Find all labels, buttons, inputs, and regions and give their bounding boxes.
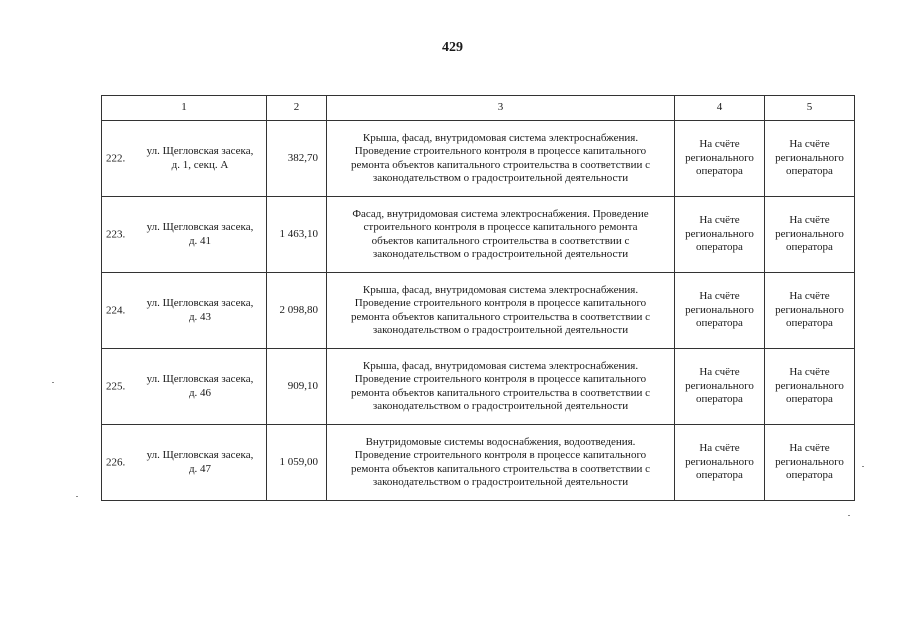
works-description: Крыша, фасад, внутридомовая система электроснабжения. Проведение строительного контроля в процессе капитального ремонта объектов капитального строительства в соответствии с законодательством о градостроительной деятельности xyxy=(327,349,675,425)
scan-speck xyxy=(52,382,54,383)
address-cell xyxy=(102,197,267,273)
area-value: 909,10 xyxy=(267,349,327,425)
row-number: 222. xyxy=(106,151,126,164)
address-cell xyxy=(102,349,267,425)
table-row xyxy=(102,349,855,425)
fund-account-col4: На счёте регионального оператора xyxy=(675,425,765,501)
table-row xyxy=(102,273,855,349)
fund-account-col4: На счёте регионального оператора xyxy=(675,197,765,273)
address-cell xyxy=(102,121,267,197)
address-cell xyxy=(102,425,267,501)
row-number: 223. xyxy=(106,227,126,240)
works-description: Крыша, фасад, внутридомовая система электроснабжения. Проведение строительного контроля в процессе капитального ремонта объектов капитального строительства в соответствии с законодательством о градостроительной деятельности xyxy=(327,121,675,197)
fund-account-col4: На счёте регионального оператора xyxy=(675,121,765,197)
table-row xyxy=(102,197,855,273)
fund-account-col4: На счёте регионального оператора xyxy=(675,273,765,349)
fund-account-col5: На счёте регионального оператора xyxy=(765,349,855,425)
address: ул. Щегловская засека, д. 47 xyxy=(146,449,254,475)
header-col-5: 5 xyxy=(765,96,855,121)
row-number: 224. xyxy=(106,303,126,316)
header-col-2: 2 xyxy=(267,96,327,121)
fund-account-col5: На счёте регионального оператора xyxy=(765,425,855,501)
works-description: Крыша, фасад, внутридомовая система электроснабжения. Проведение строительного контроля в процессе капитального ремонта объектов капитального строительства в соответствии с законодательством о градостроительной деятельности xyxy=(327,273,675,349)
header-col-1: 1 xyxy=(102,96,267,121)
fund-account-col5: На счёте регионального оператора xyxy=(765,197,855,273)
page-number: 429 xyxy=(442,40,463,55)
repair-schedule-table xyxy=(101,95,855,501)
address: ул. Щегловская засека, д. 41 xyxy=(146,221,254,247)
scan-speck xyxy=(76,496,78,497)
area-value: 1 059,00 xyxy=(267,425,327,501)
scan-speck xyxy=(862,466,864,467)
header-col-3: 3 xyxy=(327,96,675,121)
row-number: 225. xyxy=(106,379,126,392)
area-value: 1 463,10 xyxy=(267,197,327,273)
area-value: 2 098,80 xyxy=(267,273,327,349)
address-cell xyxy=(102,273,267,349)
table-row xyxy=(102,425,855,501)
works-description: Фасад, внутридомовая система электроснабжения. Проведение строительного контроля в процессе капитального ремонта объектов капитального строительства в соответствии с законодательством о градостроительной деятельности xyxy=(327,197,675,273)
works-description: Внутридомовые системы водоснабжения, водоотведения. Проведение строительного контроля в процессе капитального ремонта объектов капитального строительства в соответствии с законодательством о градостроительной деятельности xyxy=(327,425,675,501)
fund-account-col4: На счёте регионального оператора xyxy=(675,349,765,425)
area-value: 382,70 xyxy=(267,121,327,197)
header-row xyxy=(102,96,855,121)
fund-account-col5: На счёте регионального оператора xyxy=(765,273,855,349)
table-row xyxy=(102,121,855,197)
address: ул. Щегловская засека, д. 46 xyxy=(146,373,254,399)
address: ул. Щегловская засека, д. 1, секц. А xyxy=(146,145,254,171)
address: ул. Щегловская засека, д. 43 xyxy=(146,297,254,323)
row-number: 226. xyxy=(106,455,126,468)
header-col-4: 4 xyxy=(675,96,765,121)
fund-account-col5: На счёте регионального оператора xyxy=(765,121,855,197)
scan-speck xyxy=(848,515,850,516)
